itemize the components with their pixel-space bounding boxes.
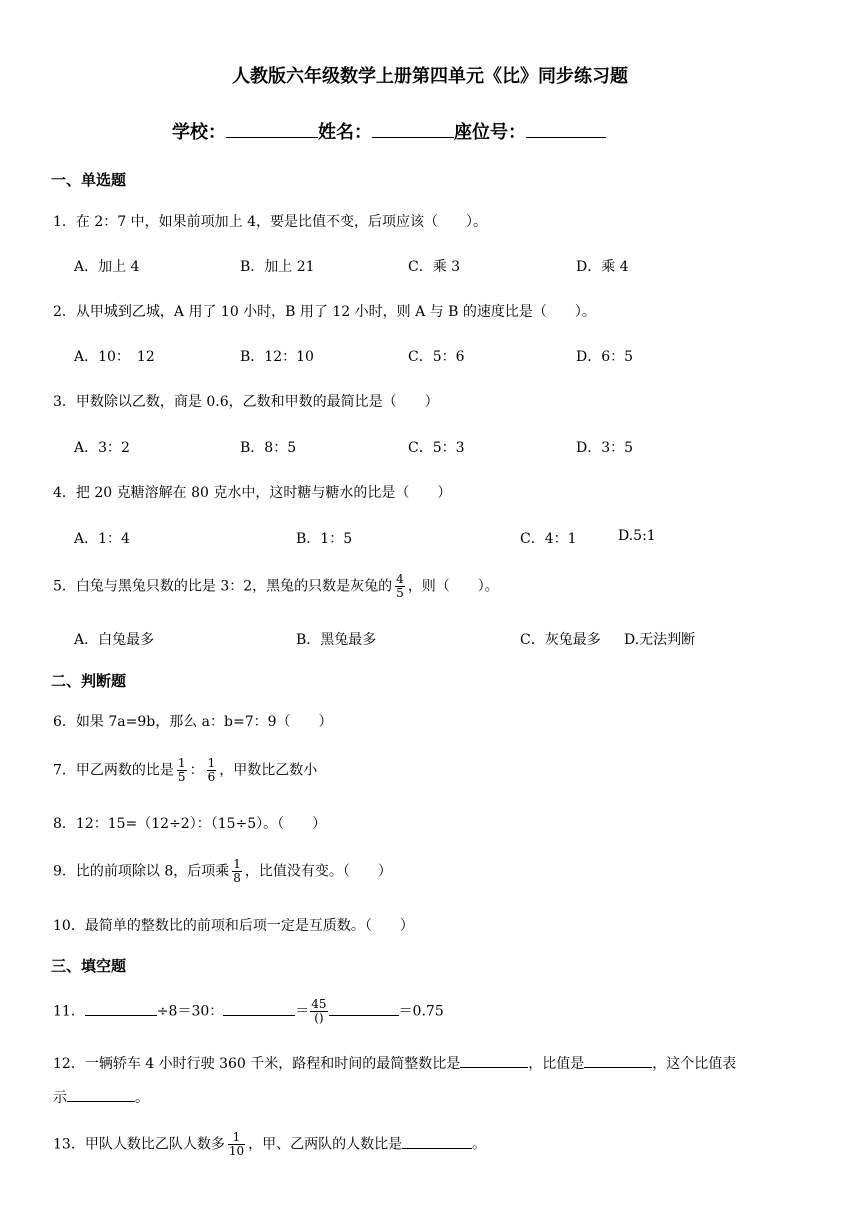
q1-option-d[interactable]: D．乘 4 — [576, 259, 629, 275]
question-12-line-2 — [53, 1087, 149, 1107]
q13-fraction-num: 1 — [228, 1131, 245, 1145]
question-9 — [53, 858, 392, 885]
q12-blank-2[interactable] — [584, 1053, 652, 1068]
q13-text-pre: 13．甲队人数比乙队人数多 — [53, 1136, 225, 1153]
q5-fraction-den: 5 — [396, 586, 404, 600]
q12-text-5: 。 — [135, 1090, 149, 1106]
q13-fraction-den: 10 — [228, 1144, 245, 1158]
q7-colon: ： — [189, 762, 204, 779]
school-blank[interactable] — [226, 119, 318, 138]
section-true-false: 二、判断题 — [51, 672, 127, 690]
question-8: 8．12：15=（12÷2）：（15÷5）。（ ） — [53, 816, 327, 832]
q5-text-pre: 5．白兔与黑兔只数的比是 3：2，黑兔的只数是灰兔的 — [53, 578, 393, 595]
q11-blank-2[interactable] — [223, 1001, 295, 1016]
q5-fraction-num: 4 — [396, 572, 404, 586]
q2-option-d[interactable]: D．6：5 — [576, 349, 634, 365]
section-fill-blank: 三、填空题 — [51, 957, 127, 975]
q2-option-a[interactable]: A．10： 12 — [74, 349, 155, 365]
page-title: 人教版六年级数学上册第四单元《比》同步练习题 — [232, 66, 628, 87]
q11-text-1: ÷8＝30： — [156, 1003, 224, 1020]
question-10: 10．最简单的整数比的前项和后项一定是互质数。（ ） — [53, 918, 414, 934]
q11-fraction-den: () — [314, 1011, 324, 1025]
q11-fraction — [310, 998, 327, 1025]
question-1: 1．在 2：7 中，如果前项加上 4，要是比值不变，后项应该（ ）。 — [53, 214, 487, 230]
q12-text-4: 示 — [53, 1090, 67, 1106]
question-5 — [53, 573, 499, 600]
q7-text-pre: 7．甲乙两数的比是 — [53, 762, 174, 779]
q12-text-1: 12．一辆轿车 4 小时行驶 360 千米，路程和时间的最简整数比是 — [53, 1056, 461, 1072]
q5-option-a[interactable]: A．白兔最多 — [74, 632, 155, 648]
q5-text-post: ，则（ ）。 — [407, 578, 499, 595]
q11-blank-1[interactable] — [85, 1001, 157, 1016]
school-label: 学校： — [172, 122, 226, 143]
q12-text-3: ，这个比值表 — [652, 1056, 737, 1072]
question-3: 3．甲数除以乙数，商是 0.6，乙数和甲数的最简比是（ ） — [53, 394, 439, 410]
q7-fraction-1-num: 1 — [177, 756, 186, 770]
question-4: 4．把 20 克糖溶解在 80 克水中，这时糖与糖水的比是（ ） — [53, 485, 452, 501]
q12-text-2: ，比值是 — [528, 1056, 585, 1072]
name-label: 姓名： — [318, 122, 372, 143]
q1-option-a[interactable]: A．加上 4 — [74, 259, 140, 275]
question-13 — [53, 1131, 486, 1158]
q7-fraction-1-den: 5 — [177, 770, 186, 784]
q1-option-c[interactable]: C．乘 3 — [408, 259, 461, 275]
q11-fraction-num: 45 — [311, 997, 327, 1011]
q5-option-b[interactable]: B．黑兔最多 — [296, 632, 377, 648]
seat-blank[interactable] — [526, 119, 606, 138]
q2-option-b[interactable]: B．12：10 — [240, 349, 314, 365]
q4-option-d[interactable]: D.5:1 — [618, 528, 656, 544]
question-6: 6．如果 7a=9b，那么 a：b=7：9（ ） — [53, 714, 333, 730]
q4-option-b[interactable]: B．1：5 — [296, 531, 353, 547]
q3-option-a[interactable]: A．3：2 — [74, 440, 130, 456]
q9-fraction-num: 1 — [233, 857, 241, 871]
q11-text-2: ＝ — [295, 1003, 310, 1020]
q13-text-post: ，甲、乙两队的人数比是 — [248, 1136, 403, 1153]
q4-option-c[interactable]: C．4：1 — [520, 531, 577, 547]
q3-option-b[interactable]: B．8：5 — [240, 440, 297, 456]
question-7 — [53, 757, 317, 784]
q7-fraction-2-den: 6 — [207, 770, 216, 784]
q9-text-pre: 9．比的前项除以 8，后项乘 — [53, 863, 230, 880]
q3-option-c[interactable]: C．5：3 — [408, 440, 465, 456]
q7-fraction-2 — [207, 757, 217, 784]
q13-fraction — [228, 1131, 245, 1158]
q13-blank[interactable] — [402, 1134, 472, 1149]
name-blank[interactable] — [372, 119, 454, 138]
q4-option-a[interactable]: A．1：4 — [74, 531, 130, 547]
student-info-line — [172, 118, 606, 144]
question-2: 2．从甲城到乙城，A 用了 10 小时，B 用了 12 小时，则 A 与 B 的速度比是（ ）。 — [53, 304, 596, 320]
question-11 — [53, 998, 444, 1025]
q1-option-b[interactable]: B．加上 21 — [240, 259, 315, 275]
section-single-choice: 一、单选题 — [51, 171, 127, 189]
seat-label: 座位号： — [454, 122, 526, 143]
q7-fraction-2-num: 1 — [207, 756, 216, 770]
q3-option-d[interactable]: D．3：5 — [576, 440, 634, 456]
q9-text-post: ，比值没有变。（ ） — [244, 863, 392, 880]
q5-option-c[interactable]: C．灰兔最多 — [520, 632, 601, 648]
q11-blank-3[interactable] — [329, 1001, 399, 1016]
q11-number: 11． — [53, 1003, 85, 1020]
q9-fraction — [232, 858, 242, 885]
q11-text-3: ＝0.75 — [398, 1003, 444, 1020]
q12-blank-3[interactable] — [67, 1087, 135, 1102]
q9-fraction-den: 8 — [233, 871, 241, 885]
q5-option-d[interactable]: D.无法判断 — [624, 632, 696, 648]
q2-option-c[interactable]: C．5：6 — [408, 349, 465, 365]
question-12-line-1 — [53, 1053, 736, 1073]
q13-text-end: 。 — [472, 1136, 487, 1153]
q5-fraction — [395, 573, 405, 600]
q12-blank-1[interactable] — [460, 1053, 528, 1068]
q7-fraction-1 — [177, 757, 187, 784]
q7-text-post: ，甲数比乙数小 — [219, 762, 318, 779]
